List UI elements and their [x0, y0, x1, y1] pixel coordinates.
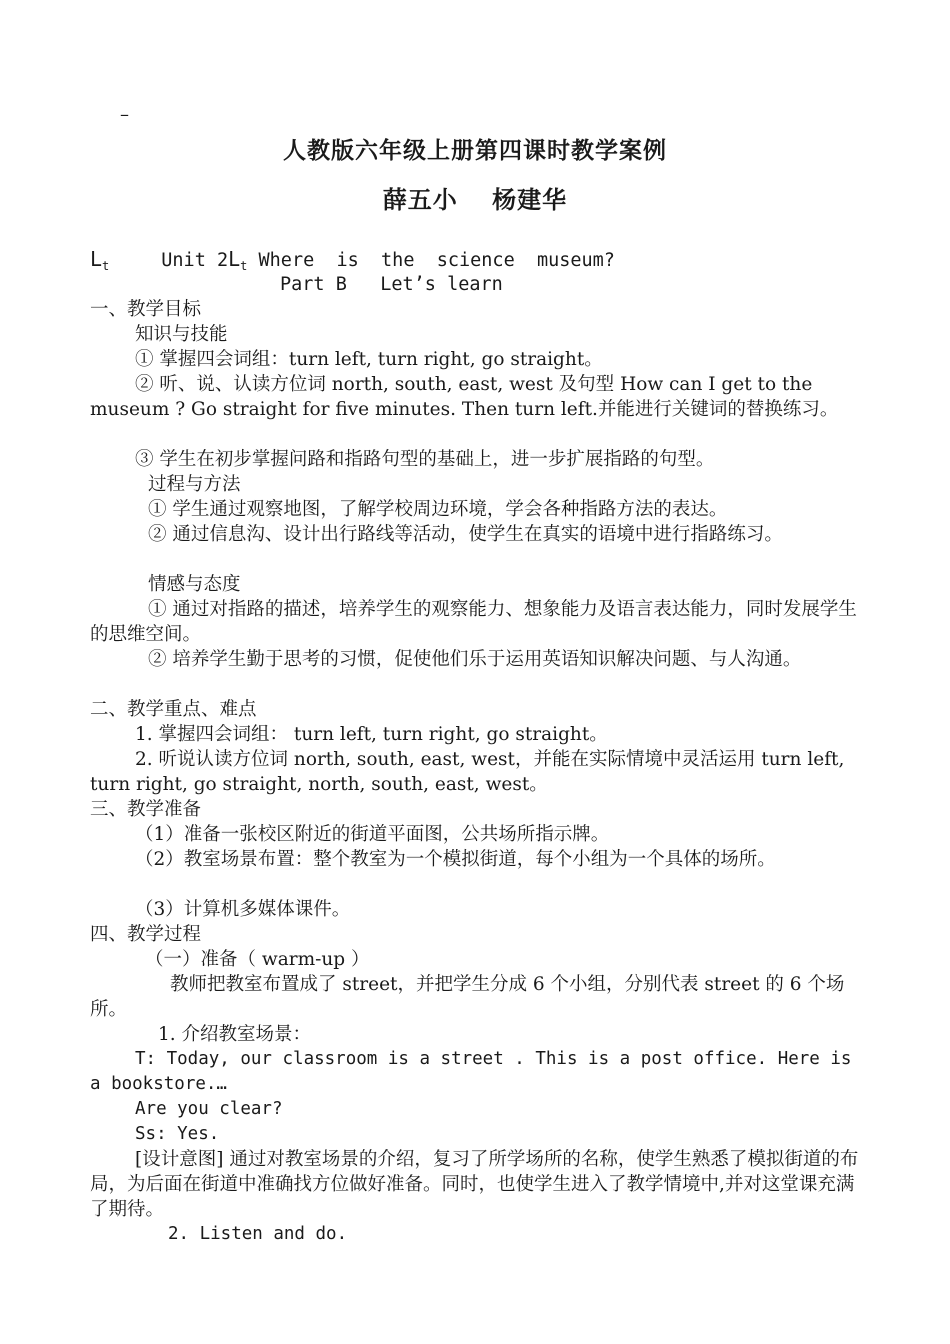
section-4-heading: 四、教学过程: [90, 924, 202, 945]
key-point-1: 1. 掌握四会词组： turn left, turn right, go straight。: [135, 724, 608, 745]
step-1-text: 教师把教室布置成了 street，并把学生分成 6 个小组，分别代表 street 的 6 个场所。: [90, 974, 845, 1020]
goal-2-1: ① 学生通过观察地图，了解学校周边环境，学会各种指路方法的表达。: [148, 499, 728, 520]
goal-1-3: ③ 学生在初步掌握问路和指路句型的基础上，进一步扩展指路的句型。: [135, 449, 715, 470]
goal-2-2: ② 通过信息沟、设计出行路线等活动，使学生在真实的语境中进行指路练习。: [148, 524, 783, 545]
section-3-heading: 三、教学准备: [90, 799, 202, 820]
attitude-heading: 情感与态度: [148, 574, 241, 595]
part-heading: Part B Let’s learn: [280, 274, 503, 295]
unit-marker-a: L: [90, 247, 103, 271]
process-method-heading: 过程与方法: [148, 474, 241, 495]
goal-3-2: ② 培养学生勤于思考的习惯，促使他们乐于运用英语知识解决问题、与人沟通。: [148, 649, 802, 670]
step-2-heading: 2. Listen and do.: [168, 1224, 348, 1244]
step-1-1: 1. 介绍教室场景：: [158, 1024, 312, 1045]
header-mark: –: [120, 104, 129, 125]
goal-3-1: ① 通过对指路的描述，培养学生的观察能力、想象能力及语言表达能力，同时发展学生的思维空间。: [90, 599, 857, 645]
goal-1-1: ① 掌握四会词组：turn left, turn right, go straight。: [135, 349, 603, 370]
prep-3: （3）计算机多媒体课件。: [135, 899, 351, 920]
are-you-clear: Are you clear?: [135, 1099, 283, 1119]
unit-question: Where is the science museum?: [247, 250, 615, 271]
page-title: 人教版六年级上册第四课时教学案例: [283, 137, 667, 164]
section-2-heading: 二、教学重点、难点: [90, 699, 257, 720]
unit-marker-b: L: [228, 247, 241, 271]
unit-marker-a-sub: t: [102, 259, 110, 273]
teacher-line: T: Today, our classroom is a street . This is a post office. Here is a bookstore.…: [90, 1049, 852, 1094]
students-reply: Ss: Yes.: [135, 1124, 220, 1144]
goal-1-2: ② 听、说、认读方位词 north, south, east, west 及句型 How can I get to the museum ? Go straight for five minutes. Then turn left.并能进行关键词的替换练习。: [90, 374, 839, 420]
step-1-heading: （一）准备（ warm-up ）: [145, 949, 370, 970]
prep-1: （1）准备一张校区附近的街道平面图，公共场所指示牌。: [135, 824, 610, 845]
design-intent: [设计意图] 通过对教室场景的介绍，复习了所学场所的名称，使学生熟悉了模拟街道的布局，为后面在街道中准确找方位做好准备。同时，也使学生进入了教学情境中,并对这堂课充满了期待。: [90, 1149, 859, 1220]
knowledge-skills-heading: 知识与技能: [135, 324, 228, 345]
unit-marker-b-sub: t: [240, 259, 248, 273]
prep-2: （2）教室场景布置：整个教室为一个模拟街道，每个小组为一个具体的场所。: [135, 849, 776, 870]
key-point-2: 2. 听说认读方位词 north, south, east, west，并能在实际情境中灵活运用 turn left, turn right, go straight, north, south, east, west。: [90, 749, 845, 795]
unit-label: Unit 2: [161, 250, 229, 271]
author-line: 薛五小 杨建华: [382, 185, 568, 214]
section-1-heading: 一、教学目标: [90, 299, 202, 320]
